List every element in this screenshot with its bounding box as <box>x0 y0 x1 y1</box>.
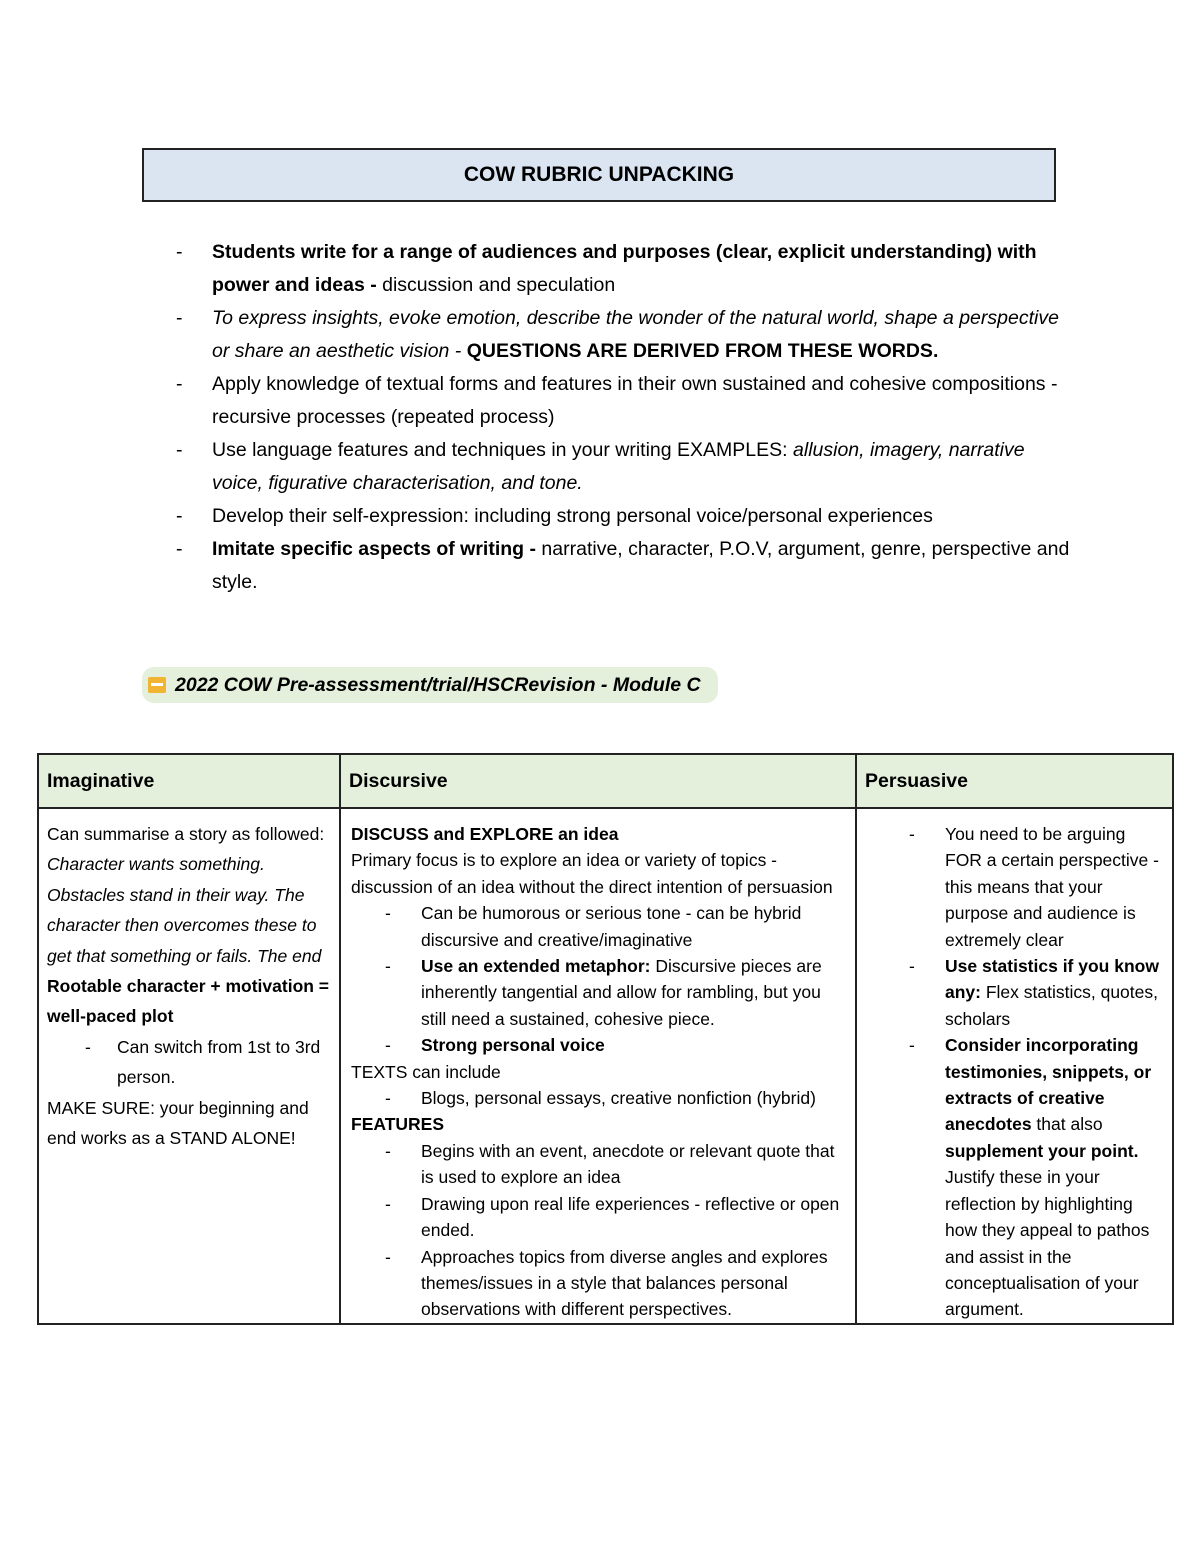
linked-file-chip[interactable] <box>142 667 718 703</box>
rubric-point: - Imitate specific aspects of writing - narrative, character, P.O.V, argument, genre, perspective and style. <box>176 538 1070 593</box>
text-types-table <box>37 753 1174 1325</box>
header-discursive: Discursive <box>340 754 856 808</box>
rubric-points <box>170 236 1070 599</box>
rubric-point: - Students write for a range of audiences and purposes (clear, explicit understanding) with power and ideas - discussion and speculation <box>176 241 1037 296</box>
slides-icon <box>148 677 166 693</box>
rubric-point: - Apply knowledge of textual forms and features in their own sustained and cohesive compositions - recursive processes (repeated process) <box>176 373 1058 428</box>
rubric-point: - To express insights, evoke emotion, describe the wonder of the natural world, shape a perspective or share an aesthetic vision - QUESTIONS ARE DERIVED FROM THESE WORDS. <box>176 307 1059 362</box>
rubric-point: - Use language features and techniques in your writing EXAMPLES: allusion, imagery, narrative voice, figurative characterisation, and tone. <box>176 439 1025 494</box>
rubric-point: - Develop their self-expression: including strong personal voice/personal experiences <box>176 505 933 527</box>
table-header-row <box>38 754 1173 808</box>
document-title: COW RUBRIC UNPACKING <box>142 148 1056 202</box>
header-imaginative: Imaginative <box>38 754 340 808</box>
persuasive-cell: - You need to be arguing FOR a certain perspective - this means that your purpose and audience is extremely clear - Use statistics if you know any: Flex statistics, quotes, scholars - Consider incorporating testimonies, snippets, or extracts of creative anecdotes that also supplement your point. Justify these in your reflection by highlighting how they appeal to pathos and assist in the conceptualisation of your argument. <box>856 808 1173 1324</box>
header-persuasive: Persuasive <box>856 754 1173 808</box>
imaginative-cell: Can summarise a story as followed: Character wants something. Obstacles stand in their way. The character then overcomes these to get that something or fails. The end Rootable character + motivation = well-paced plot - Can switch from 1st to 3rd person. MAKE SURE: your beginning and end works as a STAND ALONE! <box>38 808 340 1324</box>
table-row <box>38 808 1173 1324</box>
linked-file-label: 2022 COW Pre-assessment/trial/HSCRevision - Module C <box>175 673 701 696</box>
discursive-cell: DISCUSS and EXPLORE an idea Primary focus is to explore an idea or variety of topics - discussion of an idea without the direct intention of persuasion - Can be humorous or serious tone - can be hybrid discursive and creative/imaginative - Use an extended metaphor: Discursive pieces are inherently tangential and allow for rambling, but you still need a sustained, cohesive piece. - Strong personal voice TEXTS can include - Blogs, personal essays, creative nonfiction (hybrid) FEATURES - Begins with an event, anecdote or relevant quote that is used to explore an idea - Drawing upon real life experiences - reflective or open ended. - Approaches topics from diverse angles and explores themes/issues in a style that balances personal observations with different perspectives. <box>340 808 856 1324</box>
